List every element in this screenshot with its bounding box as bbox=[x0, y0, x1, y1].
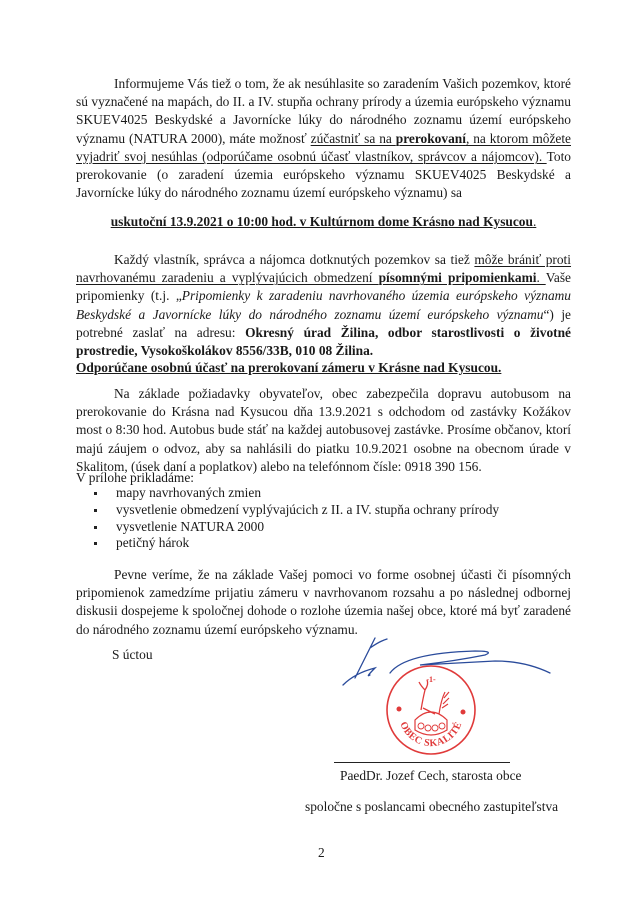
meeting-date-line bbox=[76, 214, 571, 230]
objections-text: Každý vlastník, správca a nájomca dotknutých pozemkov sa tiež bbox=[114, 252, 475, 267]
intro-bold: prerokovaní bbox=[395, 130, 466, 146]
greeting: S úctou bbox=[112, 647, 153, 662]
meeting-period: . bbox=[532, 214, 537, 229]
objections-text-2: Vaše pripomienky (t.j. „ bbox=[76, 270, 571, 304]
objections-bold: písomnými pripomienkami bbox=[378, 270, 537, 286]
objections-underlined-text-2: . bbox=[536, 270, 546, 286]
list-item: vysvetlenie obmedzení vyplývajúcich z II. a IV. stupňa ochrany prírody bbox=[76, 502, 499, 519]
paragraph-transport: Na základe požiadavky obyvateľov, obec zabezpečila dopravu autobusom na prerokovanie do Krásna nad Kysucou dňa 13.9.2021 s odchodom od zastávky Kožákov most o 8:30 hod. Autobus bude stáť na každej autobusovej zastávke. Prosíme občanov, ktorí majú záujem o odvoz, aby sa nahlásili do piatku 10.9.2021 osobne na obecnom úrade v Skalitom, (úsek daní a poplatkov) alebo na telefónnom čísle: 0918 390 156. bbox=[76, 386, 571, 474]
council-note: spoločne s poslancami obecného zastupiteľstva bbox=[305, 799, 559, 814]
list-item: vysvetlenie NATURA 2000 bbox=[76, 519, 499, 536]
signature-icon bbox=[335, 633, 555, 693]
intro-text-2: Toto prerokovanie (o zaradení územia európskeho významu SKUEV4025 Beskydské a Javornícke lúky do národného zoznamu území európskeho významu) sa bbox=[76, 148, 571, 201]
intro-underlined-text: zúčastniť sa na bbox=[310, 130, 396, 146]
objections-italic-title: Pripomienky k zaradeniu navrhovaného územia európskeho významu Beskydské a Javornícke lúky do národného zoznamu území európskeho významu bbox=[76, 288, 571, 322]
attachments-title: V prílohe prikladáme: bbox=[76, 470, 195, 485]
objections-text-3: “) je potrebné zaslať na adresu: bbox=[76, 306, 571, 340]
paragraph-intro bbox=[76, 75, 571, 202]
signer-name: PaedDr. Jozef Cech, starosta obce bbox=[340, 768, 522, 783]
page-number: 2 bbox=[318, 845, 325, 860]
list-item: petičný hárok bbox=[76, 535, 499, 552]
signature-line bbox=[334, 762, 510, 763]
office-address: Okresný úrad Žilina, odbor starostlivosti o životné prostredie, Vysokoškolákov 8556/33B, 010 08 Žilina. bbox=[76, 324, 571, 359]
attachments-list bbox=[76, 485, 499, 552]
intro-text: Informujeme Vás tiež o tom, že ak nesúhlasite so zaradením Vašich pozemkov, ktoré sú vyznačené na mapách, do II. a IV. stupňa ochrany prírody a územia európskeho významu SKUEV4025 Beskydské a Javornícke lúky do národného zoznamu území európskeho významu (NATURA 2000), máte možnosť bbox=[76, 76, 571, 146]
paragraph-closing: Pevne veríme, že na základe Vašej pomoci vo forme osobnej účasti či písomných pripomienok zamedzíme prijatiu zámeru v navrhovanom rozsahu a po následnej odbornej diskusii dospejeme k spoločnej dohode o rozlohe územia našej obce, ktoré má byť zaradené do národného zoznamu území európskeho významu. bbox=[76, 567, 571, 637]
paragraph-objections bbox=[76, 251, 571, 360]
svg-text:OBEC SKALITÉ: OBEC SKALITÉ bbox=[397, 720, 465, 750]
intro-underlined-text-2: , na ktorom môžete vyjadriť svoj nesúhlas (odporúčame osobnú účasť vlastníkov, správcov a nájomcov). bbox=[76, 130, 571, 164]
objections-underlined-text: môže brániť proti navrhovanému zaradeniu a vyplývajúcich obmedzení bbox=[76, 252, 572, 286]
meeting-text: uskutoční 13.9.2021 o 10:00 hod. v Kultúrnom dome Krásno nad Kysucou bbox=[110, 214, 533, 229]
section-heading: Odporúčane osobnú účasť na prerokovaní zámeru v Krásne nad Kysucou. bbox=[76, 360, 502, 375]
svg-text:-1-: -1- bbox=[426, 675, 436, 684]
list-item: mapy navrhovaných zmien bbox=[76, 485, 499, 502]
